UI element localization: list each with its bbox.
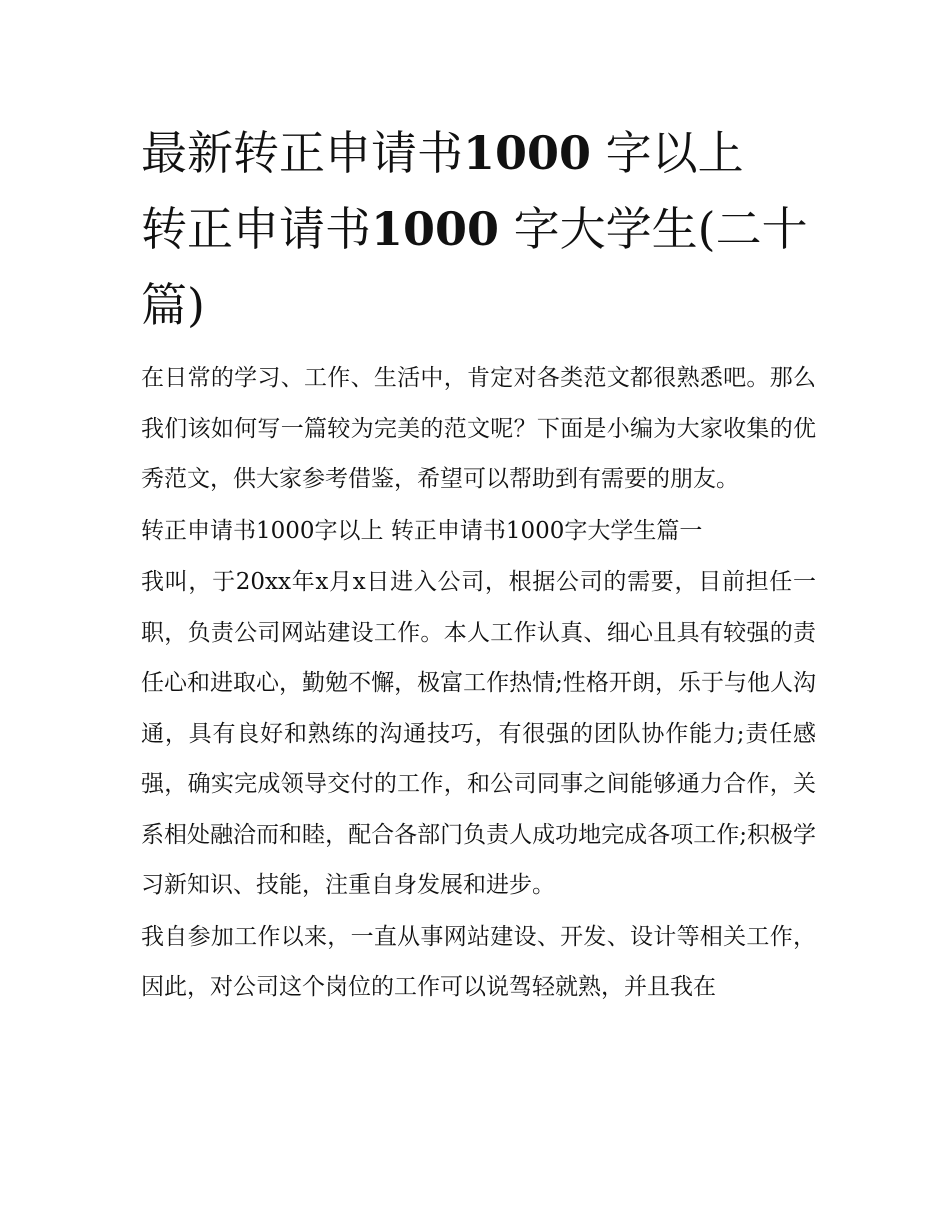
title-part: 最新转正申请书	[141, 126, 463, 180]
section-heading: 转正申请书1000字以上 转正申请书1000字大学生篇一	[141, 517, 703, 544]
title-part: 字大学生(二十篇)	[141, 202, 808, 332]
title-part: 字以上	[605, 126, 744, 180]
document-body	[141, 115, 816, 1014]
document-title	[141, 115, 816, 343]
body-paragraph: 我叫，于20xx年x月x日进入公司，根据公司的需要，目前担任一职，负责公司网站建设工作。本人工作认真、细心且具有较强的责任心和进取心，勤勉不懈，极富工作热情;性格开朗，乐于与他人沟通，具有良好和熟练的沟通技巧，有很强的团队协作能力;责任感强，确实完成领导交付的工作，和公司同事之间能够通力合作，关系相处融洽而和睦，配合各部门负责人成功地完成各项工作;积极学习新知识、技能，注重自身发展和进步。	[141, 569, 816, 898]
intro-paragraph: 在日常的学习、工作、生活中，肯定对各类范文都很熟悉吧。那么我们该如何写一篇较为完美的范文呢？下面是小编为大家收集的优秀范文，供大家参考借鉴，希望可以帮助到有需要的朋友。	[141, 365, 816, 492]
title-number: 1000	[463, 126, 592, 180]
title-part: 转正申请书	[141, 202, 371, 256]
body-paragraph: 我自参加工作以来，一直从事网站建设、开发、设计等相关工作，因此，对公司这个岗位的工作可以说驾轻就熟，并且我在	[141, 923, 816, 1000]
title-number: 1000	[371, 202, 500, 256]
